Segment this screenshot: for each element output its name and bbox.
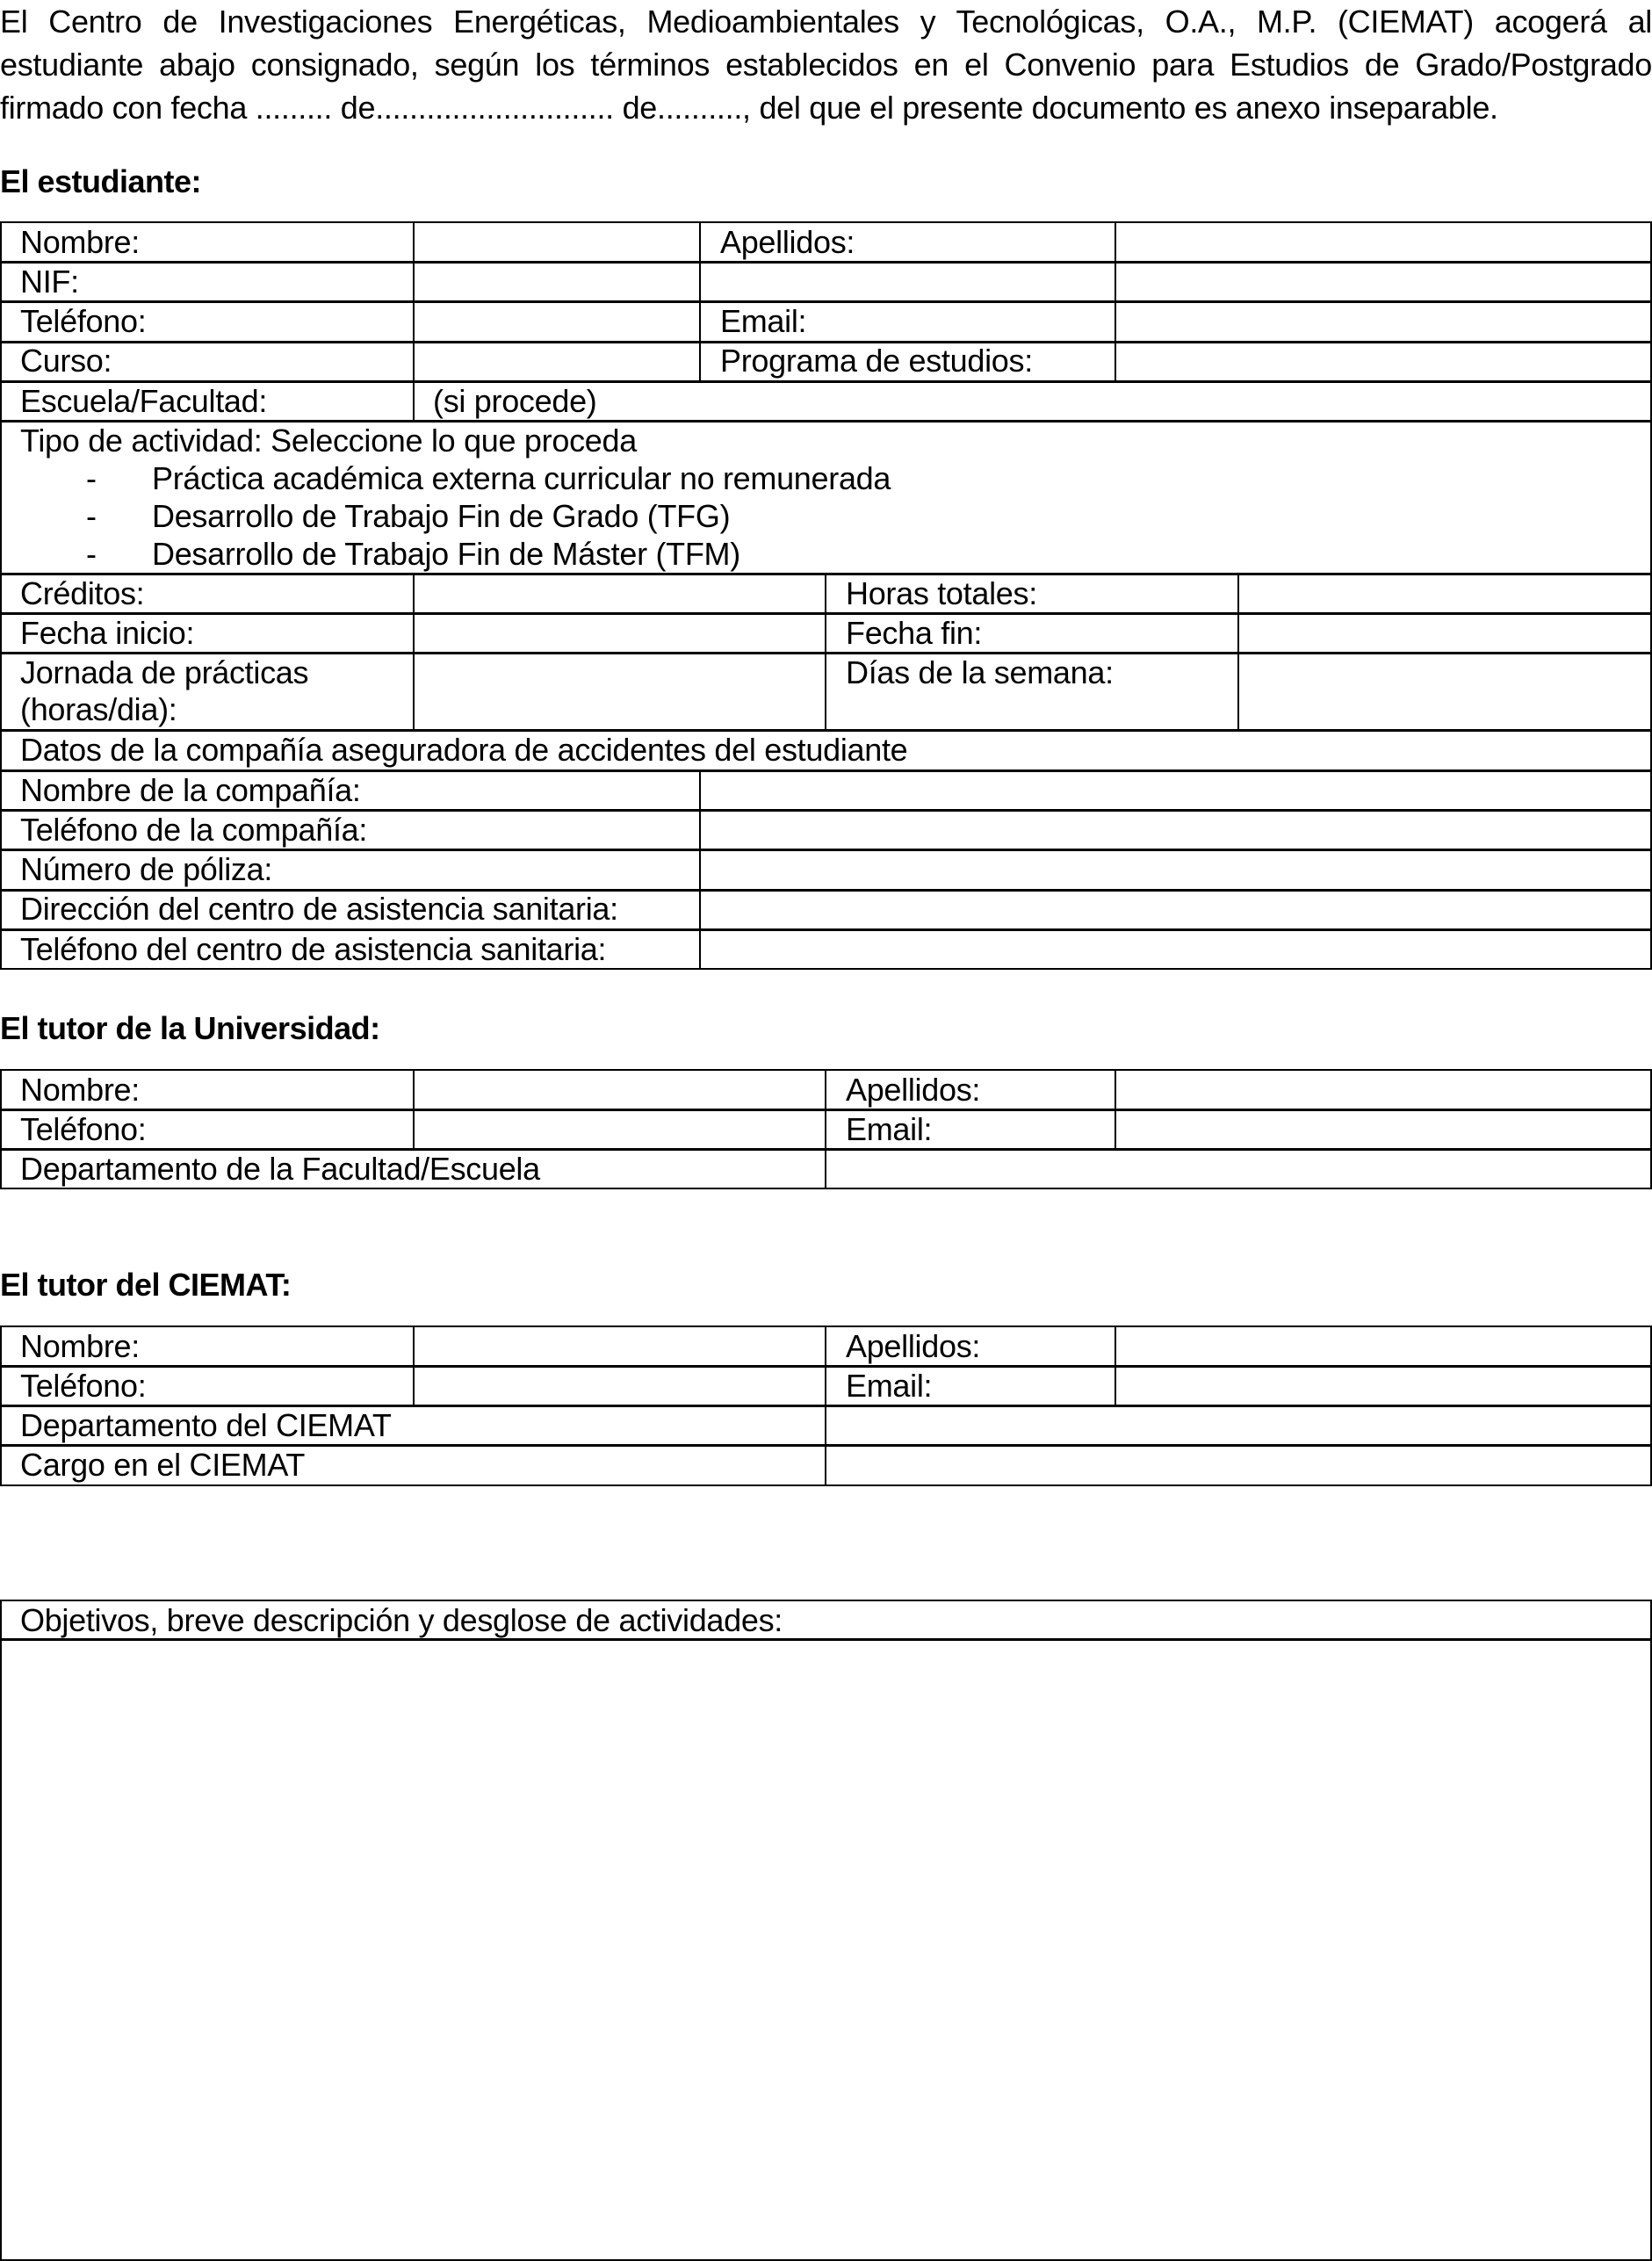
ciemat-tutor-heading: El tutor del CIEMAT:	[0, 1267, 292, 1303]
divider	[1115, 1069, 1116, 1149]
divider	[413, 573, 415, 730]
student-email-label: Email:	[720, 303, 807, 339]
ciemat-email-label: Email:	[846, 1368, 933, 1404]
insurance-title: Datos de la compañía aseguradora de accidentes del estudiante	[20, 732, 908, 768]
ciemat-telefono-field[interactable]	[415, 1368, 824, 1405]
insurance-direccion-field[interactable]	[702, 892, 1649, 928]
student-curso-label: Curso:	[20, 343, 112, 379]
ciemat-cargo-field[interactable]	[827, 1447, 1649, 1484]
student-escuela-label: Escuela/Facultad:	[20, 383, 268, 419]
student-curso-field[interactable]	[415, 343, 698, 380]
student-nombre-field[interactable]	[415, 224, 698, 261]
insurance-poliza-label: Número de póliza:	[20, 851, 273, 887]
divider	[1115, 221, 1116, 381]
activity-option-practica[interactable]: Práctica académica externa curricular no remunerada	[152, 460, 891, 496]
insurance-tel-centro-label: Teléfono del centro de asistencia sanitaria:	[20, 931, 607, 967]
ciemat-nombre-field[interactable]	[415, 1328, 824, 1365]
intro-line-2: estudiante abajo consignado, según los términos establecidos en el Convenio para Estudios de Grado/Postgrado	[0, 47, 1652, 83]
ciemat-email-field[interactable]	[1117, 1368, 1649, 1405]
divider	[825, 573, 826, 730]
intro-paragraph	[0, 0, 1652, 129]
fecha-fin-field[interactable]	[1240, 615, 1649, 652]
univ-telefono-field[interactable]	[415, 1111, 824, 1148]
student-escuela-field[interactable]: (si procede)	[433, 383, 597, 419]
student-heading: El estudiante:	[0, 163, 202, 199]
univ-email-label: Email:	[846, 1111, 933, 1147]
univ-apellidos-label: Apellidos:	[846, 1072, 981, 1108]
activity-title: Tipo de actividad: Seleccione lo que proceda	[20, 423, 637, 459]
univ-email-field[interactable]	[1117, 1111, 1649, 1148]
insurance-poliza-field[interactable]	[702, 851, 1649, 888]
creditos-field[interactable]	[415, 575, 824, 612]
student-telefono-field[interactable]	[415, 303, 698, 340]
ciemat-apellidos-field[interactable]	[1117, 1328, 1649, 1365]
activity-bullet: -	[86, 498, 97, 534]
ciemat-departamento-field[interactable]	[827, 1407, 1649, 1444]
divider	[1115, 1326, 1116, 1405]
student-email-field[interactable]	[1117, 303, 1649, 340]
activity-option-tfm[interactable]: Desarrollo de Trabajo Fin de Máster (TFM)	[152, 536, 740, 572]
divider	[825, 1326, 826, 1486]
ciemat-telefono-label: Teléfono:	[20, 1368, 147, 1404]
intro-line-3: firmado con fecha ......... de............................ de.........., del que el presente documento es anexo inseparable.	[0, 90, 1498, 126]
dias-label: Días de la semana:	[846, 654, 1114, 690]
creditos-label: Créditos:	[20, 575, 145, 611]
insurance-tel-centro-field[interactable]	[702, 931, 1649, 968]
jornada-label-cont: (horas/dia):	[20, 691, 177, 727]
univ-tutor-heading: El tutor de la Universidad:	[0, 1010, 380, 1046]
fecha-inicio-label: Fecha inicio:	[20, 615, 195, 651]
univ-telefono-label: Teléfono:	[20, 1111, 147, 1147]
insurance-direccion-label: Dirección del centro de asistencia sanitaria:	[20, 891, 618, 927]
ciemat-apellidos-label: Apellidos:	[846, 1328, 981, 1364]
ciemat-departamento-label: Departamento del CIEMAT	[20, 1407, 392, 1443]
dias-field[interactable]	[1240, 654, 1649, 729]
intro-line-1: El Centro de Investigaciones Energéticas, Medioambientales y Tecnológicas, O.A., M.P. (CIEMAT) acogerá al	[0, 4, 1652, 40]
univ-nombre-field[interactable]	[415, 1072, 824, 1109]
divider	[699, 221, 701, 381]
jornada-label: Jornada de prácticas	[20, 654, 309, 690]
insurance-nombre-label: Nombre de la compañía:	[20, 772, 361, 808]
divider	[1237, 573, 1239, 730]
horas-field[interactable]	[1240, 575, 1649, 612]
fecha-inicio-field[interactable]	[415, 615, 824, 652]
jornada-field[interactable]	[415, 654, 824, 729]
student-programa-label: Programa de estudios:	[720, 343, 1033, 379]
objectives-label: Objetivos, breve descripción y desglose de actividades:	[20, 1602, 783, 1638]
univ-apellidos-field[interactable]	[1117, 1072, 1649, 1109]
divider	[413, 1326, 415, 1405]
univ-departamento-field[interactable]	[827, 1151, 1649, 1188]
student-nif-label: NIF:	[20, 264, 79, 300]
student-nif-field[interactable]	[415, 264, 698, 300]
insurance-telefono-label: Teléfono de la compañía:	[20, 812, 368, 848]
divider	[825, 1069, 826, 1189]
divider	[413, 221, 415, 421]
insurance-nombre-field[interactable]	[702, 772, 1649, 809]
objectives-textarea[interactable]	[3, 1642, 1649, 2258]
divider	[699, 769, 701, 970]
activity-bullet: -	[86, 460, 97, 496]
univ-departamento-label: Departamento de la Facultad/Escuela	[20, 1151, 540, 1187]
student-programa-field[interactable]	[1117, 343, 1649, 380]
activity-option-tfg[interactable]: Desarrollo de Trabajo Fin de Grado (TFG)	[152, 498, 731, 534]
univ-nombre-label: Nombre:	[20, 1072, 140, 1108]
student-nombre-label: Nombre:	[20, 224, 140, 260]
ciemat-cargo-label: Cargo en el CIEMAT	[20, 1447, 306, 1483]
divider	[413, 1069, 415, 1149]
divider	[0, 1638, 1652, 1641]
insurance-telefono-field[interactable]	[702, 812, 1649, 849]
student-apellidos-label: Apellidos:	[720, 224, 855, 260]
student-apellidos-field[interactable]	[1117, 224, 1649, 261]
horas-label: Horas totales:	[846, 575, 1037, 611]
fecha-fin-label: Fecha fin:	[846, 615, 983, 651]
activity-bullet: -	[86, 536, 97, 572]
student-telefono-label: Teléfono:	[20, 303, 147, 339]
divider	[0, 261, 1652, 264]
ciemat-nombre-label: Nombre:	[20, 1328, 140, 1364]
